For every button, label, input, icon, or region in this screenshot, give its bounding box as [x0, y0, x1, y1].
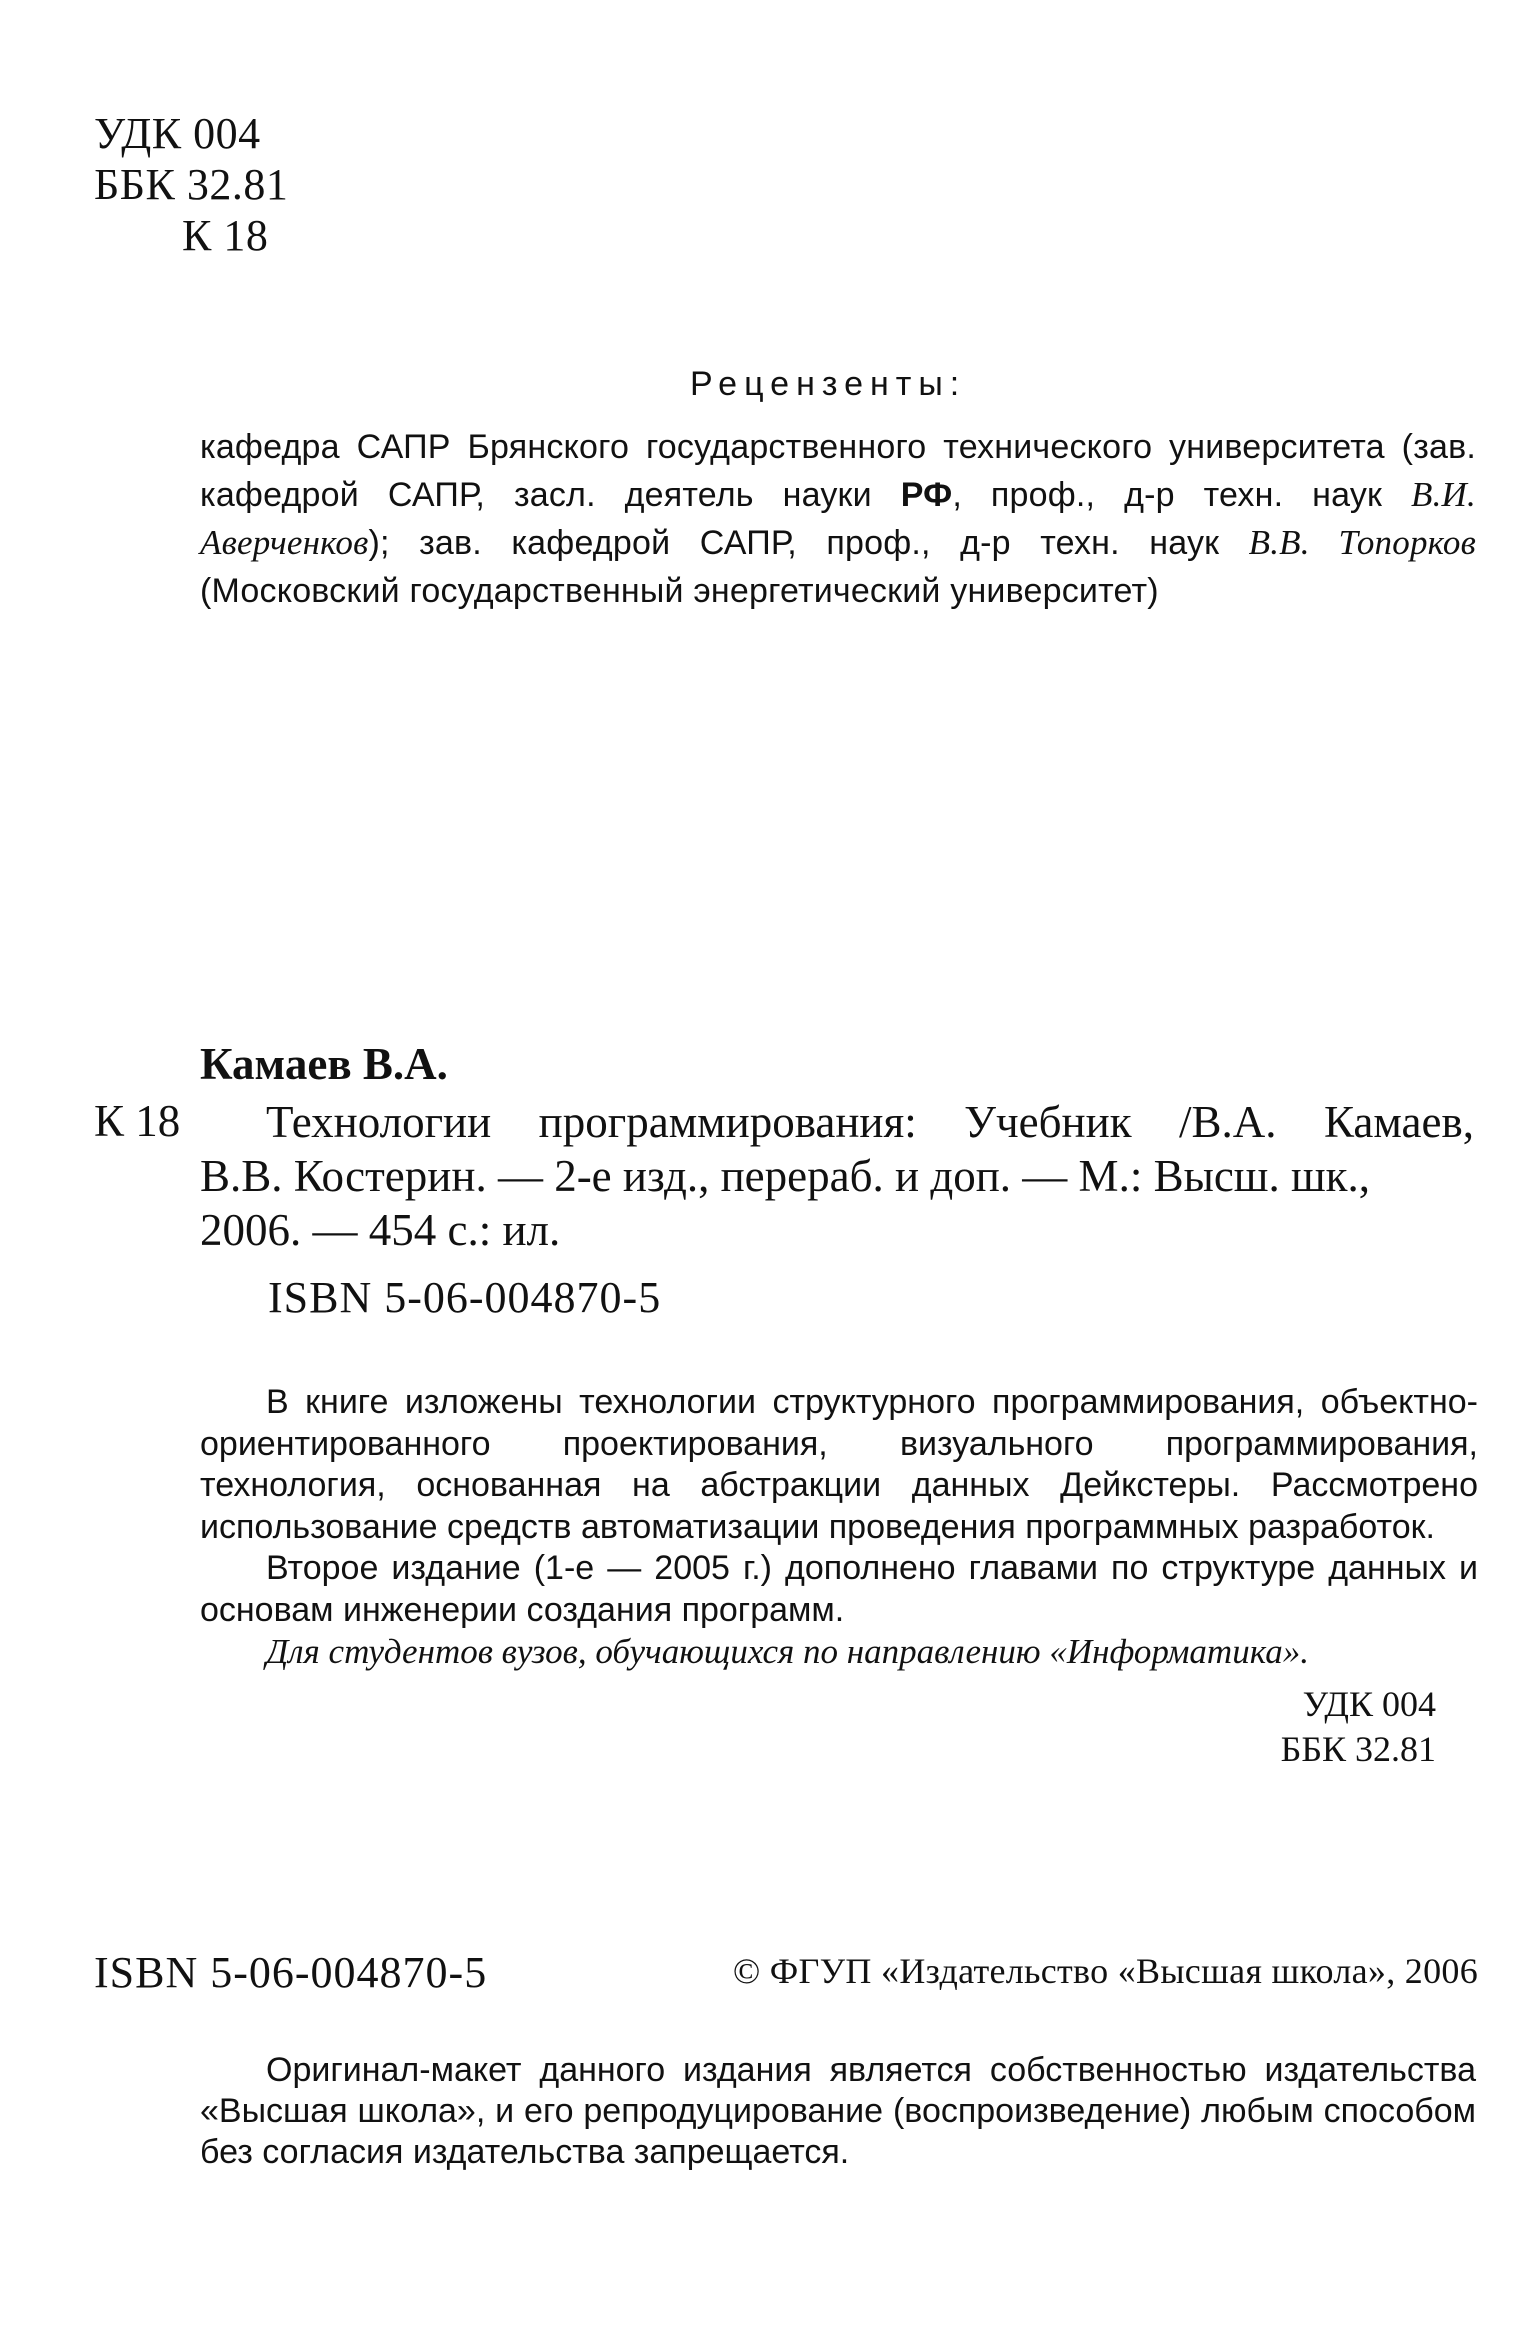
isbn-bottom: ISBN 5-06-004870-5 [94, 1948, 488, 1997]
reviewers-part4: (Московский государственный энергетический университет) [200, 572, 1159, 610]
reviewers-part3: ); зав. кафедрой САПР, проф., д-р техн. наук [368, 524, 1249, 562]
audience-note: Для студентов вузов, обучающихся по направлению «Информатика». [266, 1632, 1309, 1671]
classification-block-bottom [1281, 1682, 1436, 1772]
reviewers-heading: Рецензенты: [690, 365, 967, 403]
citation-isbn: ISBN 5-06-004870-5 [268, 1273, 662, 1322]
abstract-paragraph-1: В книге изложены технологии структурного программирования, объектно-ориентированного проектирования, визуального программирования, технология, основанная на абстракции данных Дейкстеры. Рассмотрено использование средств автоматизации проведения программных разработок. [200, 1383, 1478, 1546]
abstract [200, 1382, 1478, 1673]
reviewer-name-2: В.В. Топорков [1248, 523, 1476, 562]
citation-rest: В.В. Костерин. — 2-е изд., перераб. и доп. — М.: Высш. шк., 2006. — 454 с.: ил. [200, 1151, 1370, 1255]
reviewer-name-1: В.И. Аверченков [200, 475, 1476, 562]
reviewers-rf: РФ [900, 476, 953, 514]
reviewers-text [200, 423, 1476, 615]
bibliographic-citation [200, 1095, 1474, 1257]
rights-text: Оригинал-макет данного издания является собственностью издательства «Высшая школа», и его репродуцирование (воспроизведение) любым способом без согласия издательства запрещается. [200, 2051, 1476, 2171]
book-author: Камаев В.А. [200, 1039, 448, 1089]
udk-code: УДК 004 [94, 109, 261, 158]
catalog-code: К 18 [94, 1096, 181, 1146]
rights-notice [200, 2050, 1476, 2173]
reviewers-part2: , проф., д-р техн. наук [952, 476, 1412, 514]
reviewers-part1: кафедра САПР Брянского государственного технического университета (зав. кафедрой САПР, засл. деятель науки [200, 428, 1476, 514]
bbk-code-bottom: ББК 32.81 [1280, 1729, 1436, 1769]
udk-code-bottom: УДК 004 [1302, 1684, 1436, 1724]
author-mark: К 18 [182, 211, 269, 260]
bbk-code: ББК 32.81 [94, 160, 289, 209]
classification-block [94, 108, 288, 261]
citation-line-1: Технологии программирования: Учебник /В.А. Камаев, [266, 1097, 1474, 1147]
copyright-notice: © ФГУП «Издательство «Высшая школа», 2006 [732, 1951, 1478, 1991]
abstract-paragraph-2: Второе издание (1-е — 2005 г.) дополнено главами по структуре данных и основам инженерии создания программ. [200, 1549, 1478, 1629]
